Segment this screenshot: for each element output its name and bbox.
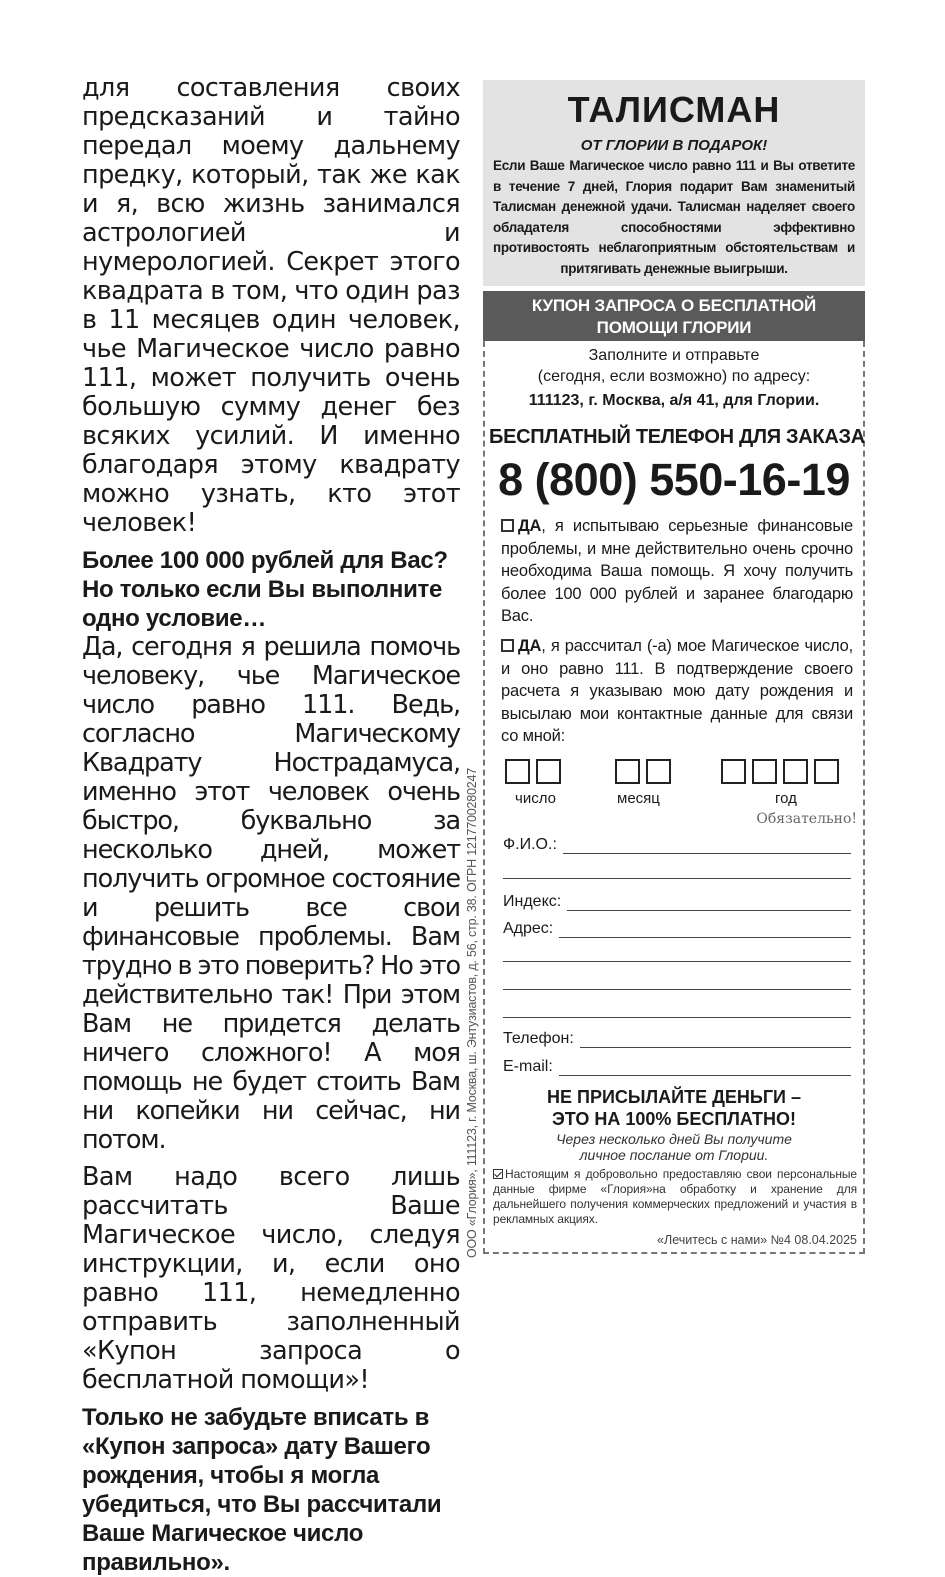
- address-field[interactable]: [503, 920, 851, 938]
- coupon-form: [483, 341, 865, 1254]
- yes-option-1[interactable]: [501, 515, 853, 628]
- postcode-line[interactable]: [567, 909, 851, 911]
- talisman-title: ТАЛИСМАН: [567, 89, 781, 130]
- birth-month-boxes[interactable]: [615, 759, 677, 789]
- required-note: Обязательно!: [756, 811, 857, 827]
- reply-note-2: личное послание от Глории.: [579, 1147, 769, 1163]
- checkbox-icon[interactable]: [501, 519, 514, 532]
- full-name-field[interactable]: [503, 836, 851, 854]
- email-field[interactable]: [503, 1058, 851, 1076]
- checkbox-icon[interactable]: [501, 639, 514, 652]
- phone-line[interactable]: [580, 1046, 851, 1048]
- yes-option-2-text: , я рассчитал (-а) мое Магическое число, и оно равно 111. В подтверждение своего расчета я указываю мою дату рождения и высылаю мои контактные данные для связи со мной:: [501, 637, 853, 745]
- article-column: [82, 74, 460, 1577]
- yes-label: ДА: [518, 517, 542, 535]
- address-extra-line[interactable]: [503, 961, 851, 962]
- yes-option-2[interactable]: [501, 635, 853, 748]
- digit-box[interactable]: [646, 759, 671, 784]
- digit-box[interactable]: [615, 759, 640, 784]
- birth-day-label: число: [515, 790, 556, 807]
- phone-label: Телефон:: [503, 1030, 574, 1047]
- digit-box[interactable]: [814, 759, 839, 784]
- postcode-field[interactable]: [503, 893, 851, 911]
- address-line[interactable]: [559, 936, 851, 938]
- yes-option-1-text: , я испытываю серьезные финансовые проблемы, и мне действительно очень срочно необходима Ваша помощь. Я хочу получить более 100 000 рублей и заранее благодарю Вас.: [501, 517, 853, 625]
- digit-box[interactable]: [783, 759, 808, 784]
- email-line[interactable]: [559, 1074, 851, 1076]
- digit-box[interactable]: [536, 759, 561, 784]
- phone-field[interactable]: [503, 1030, 851, 1048]
- talisman-body: Если Ваше Магическое число равно 111 и Вы ответите в течение 7 дней, Глория подарит Вам знаменитый Талисман денежной удачи. Талисман наделяет своего обладателя способностями эффективно противостоять неблагоприятным обстоятельствам и притягивать денежные выигрыши.: [493, 158, 855, 276]
- consent-checkbox[interactable]: [493, 1167, 857, 1227]
- address-extra-line[interactable]: [503, 1017, 851, 1018]
- reply-note-1: Через несколько дней Вы получите: [556, 1131, 792, 1147]
- free-phone-label: БЕСПЛАТНЫЙ ТЕЛЕФОН ДЛЯ ЗАКАЗА: [489, 426, 865, 448]
- birth-year-boxes[interactable]: [721, 759, 845, 789]
- birth-year-label: год: [775, 790, 797, 807]
- postcode-label: Индекс:: [503, 893, 562, 910]
- coupon-header-line-1: КУПОН ЗАПРОСА О БЕСПЛАТНОЙ: [531, 296, 817, 315]
- digit-box[interactable]: [721, 759, 746, 784]
- talisman-box: [483, 80, 865, 286]
- address-extra-line[interactable]: [503, 989, 851, 990]
- digit-box[interactable]: [505, 759, 530, 784]
- order-phone-number: 8 (800) 550-16-19: [498, 454, 850, 505]
- talisman-subtitle: ОТ ГЛОРИИ В ПОДАРОК!: [580, 137, 768, 154]
- publisher-imprint: ООО «Глория», 111123, г. Москва, ш. Энтузиастов, д. 56, стр. 38. ОГРН 1217700280247: [465, 767, 479, 1258]
- coupon-instruction-2: (сегодня, если возможно) по адресу:: [537, 368, 811, 385]
- no-money-notice-2: ЭТО НА 100% БЕСПЛАТНО!: [552, 1109, 796, 1129]
- digit-box[interactable]: [752, 759, 777, 784]
- consent-text: Настоящим я добровольно предоставляю свои персональные данные фирме «Глория»на обработку и хранение для дальнейшего получения коммерческих предложений и участия в рекламных акциях.: [493, 1167, 857, 1226]
- birth-day-boxes[interactable]: [505, 759, 567, 789]
- full-name-extra-line[interactable]: [503, 878, 851, 879]
- article-subheading: Более 100 000 рублей для Вас? Но только если Вы выполните одно условие…: [82, 547, 448, 632]
- coupon-header-line-2: ПОМОЩИ ГЛОРИИ: [596, 318, 752, 337]
- email-label: E-mail:: [503, 1058, 553, 1075]
- article-closing: Только не забудьте вписать в «Купон запроса» дату Вашего рождения, чтобы я могла убедиться, что Вы рассчитали Ваше Магическое число правильно».: [82, 1404, 442, 1576]
- coupon-address: 111123, г. Москва, а/я 41, для Глории.: [528, 392, 820, 409]
- birth-month-label: месяц: [617, 790, 660, 807]
- no-money-notice-1: НЕ ПРИСЫЛАЙТЕ ДЕНЬГИ –: [547, 1087, 801, 1107]
- article-paragraph-3: Вам надо всего лишь рассчитать Ваше Магическое число, следуя инструкции, и, если оно равно 111, немедленно отправить заполненный «Купон запроса о бесплатной помощи»!: [82, 1162, 460, 1395]
- coupon-instruction-1: Заполните и отправьте: [588, 347, 760, 364]
- coupon-header: [483, 291, 865, 341]
- article-paragraph-1: для составления своих предсказаний и тайно передал моему дальнему предку, который, так же как и я, всю жизнь занимался астрологией и нумерологией. Секрет этого квадрата в том, что один раз в 11 месяцев один человек, чье Магическое число равно 111, может получить очень большую сумму денег без всяких усилий. И именно благодаря этому квадрату можно узнать, кто этот человек!: [82, 73, 460, 538]
- checkmark-icon[interactable]: [493, 1169, 503, 1179]
- yes-label: ДА: [518, 637, 542, 655]
- address-label: Адрес:: [503, 920, 554, 937]
- issue-footer: «Лечитесь с нами» №4 08.04.2025: [657, 1233, 857, 1247]
- article-paragraph-2: Да, сегодня я решила помочь человеку, чье Магическое число равно 111. Ведь, согласно Магическому Квадрату Нострадамуса, именно этот человек очень быстро, буквально за несколько дней, может получить огромное состояние и решить все свои финансовые проблемы. Вам трудно в это поверить? Но это действительно так! При этом Вам не придется делать ничего сложного! А моя помощь не будет стоить Вам ни копейки ни сейчас, ни потом.: [82, 632, 460, 1155]
- full-name-label: Ф.И.О.:: [503, 836, 557, 853]
- full-name-line[interactable]: [563, 852, 851, 854]
